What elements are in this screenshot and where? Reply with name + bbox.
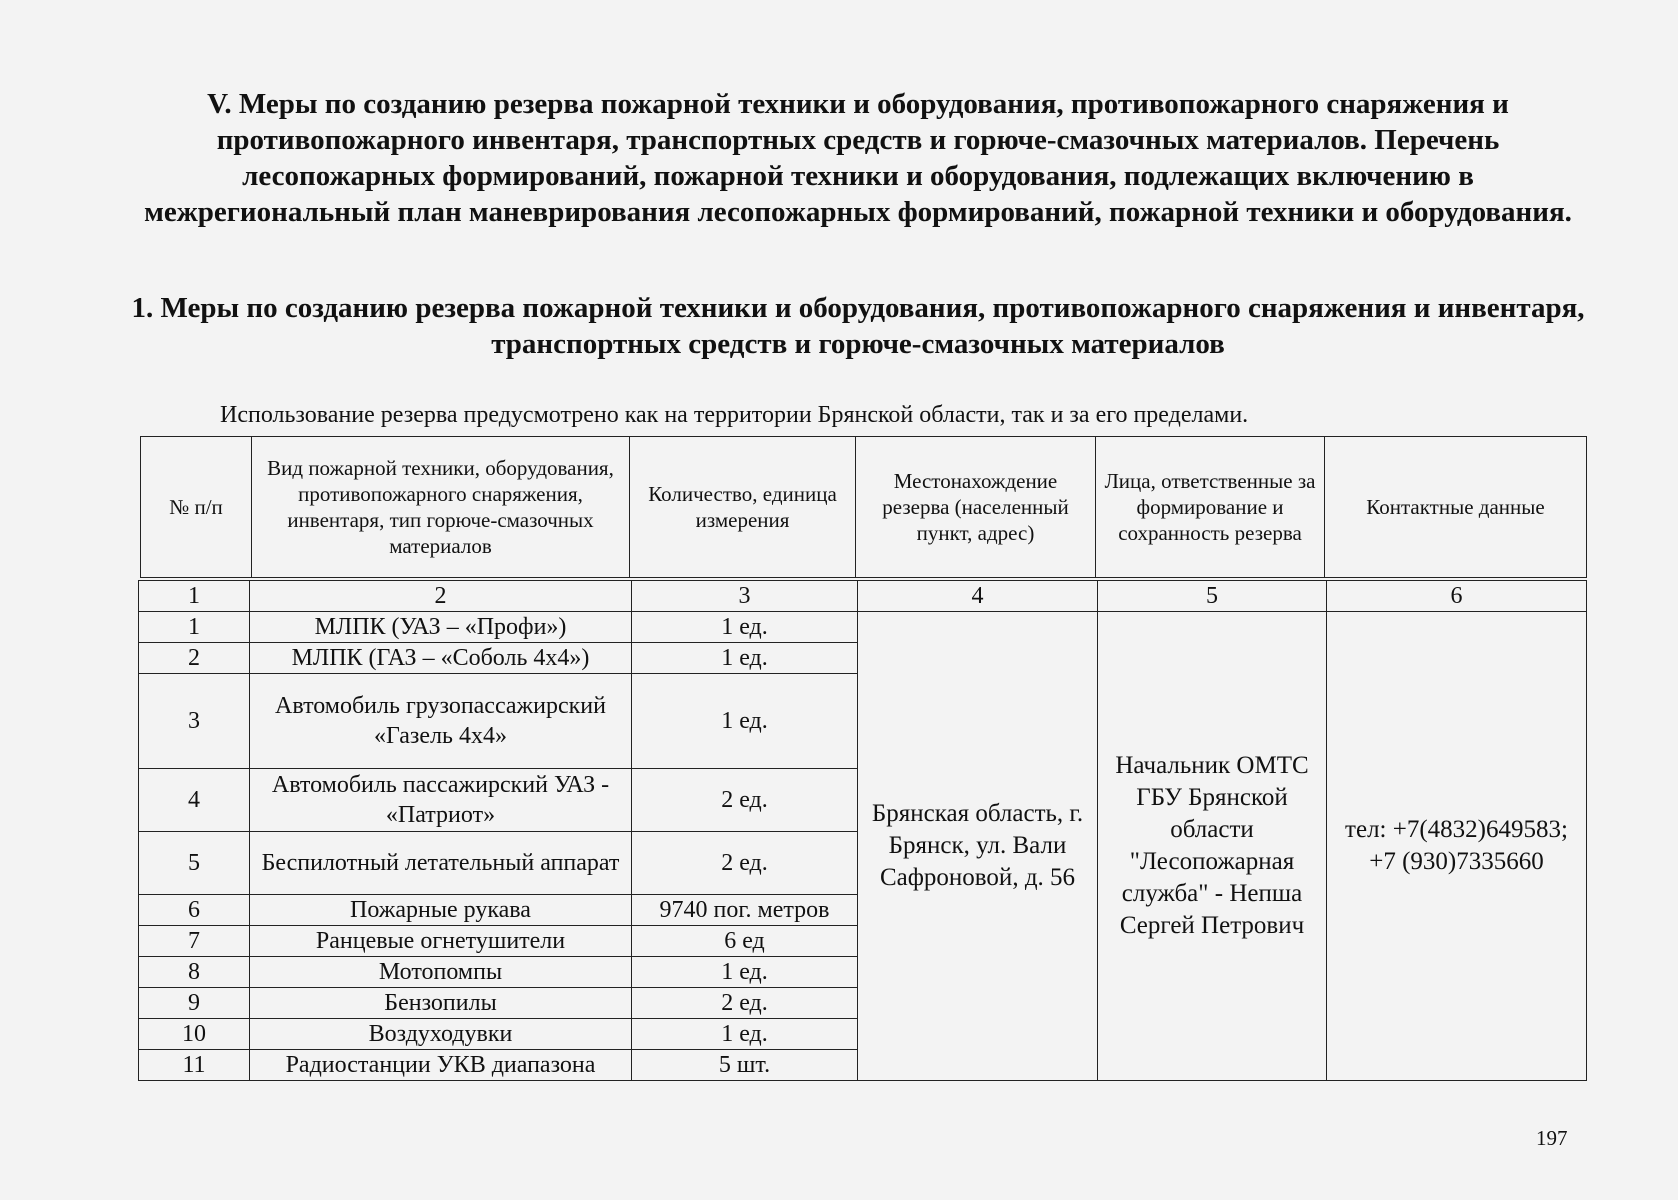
- row-quantity: 2 ед.: [632, 832, 858, 895]
- column-number: 2: [250, 581, 632, 612]
- row-number: 3: [139, 674, 250, 769]
- row-quantity: 2 ед.: [632, 769, 858, 832]
- row-number: 11: [139, 1050, 250, 1081]
- row-number: 7: [139, 926, 250, 957]
- row-item: Воздуходувки: [250, 1019, 632, 1050]
- usage-note: Использование резерва предусмотрено как на территории Брянской области, так и за его пределами.: [220, 402, 1249, 428]
- row-number: 9: [139, 988, 250, 1019]
- column-number: 5: [1098, 581, 1327, 612]
- table-row: [139, 612, 1587, 643]
- subsection-heading: 1. Меры по созданию резерва пожарной техники и оборудования, противопожарного снаряжения и инвентаря, транспортных средств и горюче-смазочных материалов: [131, 292, 1585, 360]
- row-quantity: 1 ед.: [632, 1019, 858, 1050]
- row-number: 10: [139, 1019, 250, 1050]
- header-number: № п/п: [141, 437, 252, 578]
- row-item: Пожарные рукава: [250, 895, 632, 926]
- row-number: 2: [139, 643, 250, 674]
- row-number: 8: [139, 957, 250, 988]
- row-quantity: 5 шт.: [632, 1050, 858, 1081]
- column-number: 6: [1327, 581, 1587, 612]
- row-number: 6: [139, 895, 250, 926]
- contact-details: тел: +7(4832)649583; +7 (930)7335660: [1327, 612, 1587, 1081]
- header-location: Местонахождение резерва (населенный пункт, адрес): [856, 437, 1096, 578]
- row-quantity: 1 ед.: [632, 612, 858, 643]
- responsible-person: Начальник ОМТС ГБУ Брянской области "Лесопожарная служба" - Непша Сергей Петрович: [1098, 612, 1327, 1081]
- row-quantity: 2 ед.: [632, 988, 858, 1019]
- row-item: Беспилотный летательный аппарат: [250, 832, 632, 895]
- row-item: Автомобиль пассажирский УАЗ - «Патриот»: [250, 769, 632, 832]
- row-item: Радиостанции УКВ диапазона: [250, 1050, 632, 1081]
- section-heading: V. Меры по созданию резерва пожарной техники и оборудования, противопожарного снаряжения и противопожарного инвентаря, транспортных средств и горюче-смазочных материалов. Перечень лесопожарных формирований, пожарной техники и оборудования, подлежащих включению в межрегиональный план маневрирования лесопожарных формирований, пожарной техники и оборудования.: [144, 88, 1572, 228]
- reserve-table: [138, 580, 1587, 1081]
- header-responsible: Лица, ответственные за формирование и сохранность резерва: [1096, 437, 1325, 578]
- column-number: 4: [858, 581, 1098, 612]
- row-item: Автомобиль грузопассажирский «Газель 4х4»: [250, 674, 632, 769]
- row-number: 4: [139, 769, 250, 832]
- row-item: МЛПК (УАЗ – «Профи»): [250, 612, 632, 643]
- row-quantity: 9740 пог. метров: [632, 895, 858, 926]
- header-contacts: Контактные данные: [1325, 437, 1587, 578]
- row-number: 5: [139, 832, 250, 895]
- row-number: 1: [139, 612, 250, 643]
- row-item: Бензопилы: [250, 988, 632, 1019]
- page-number: 197: [1536, 1126, 1568, 1150]
- row-item: Ранцевые огнетушители: [250, 926, 632, 957]
- row-quantity: 1 ед.: [632, 643, 858, 674]
- row-quantity: 6 ед: [632, 926, 858, 957]
- row-item: МЛПК (ГАЗ – «Соболь 4х4»): [250, 643, 632, 674]
- column-number: 1: [139, 581, 250, 612]
- table-header: [140, 436, 1587, 578]
- column-number: 3: [632, 581, 858, 612]
- row-quantity: 1 ед.: [632, 957, 858, 988]
- row-quantity: 1 ед.: [632, 674, 858, 769]
- header-quantity: Количество, единица измерения: [630, 437, 856, 578]
- header-item-type: Вид пожарной техники, оборудования, противопожарного снаряжения, инвентаря, тип горюче-смазочных материалов: [252, 437, 630, 578]
- column-number-row: [139, 581, 1587, 612]
- reserve-location: Брянская область, г. Брянск, ул. Вали Сафроновой, д. 56: [858, 612, 1098, 1081]
- row-item: Мотопомпы: [250, 957, 632, 988]
